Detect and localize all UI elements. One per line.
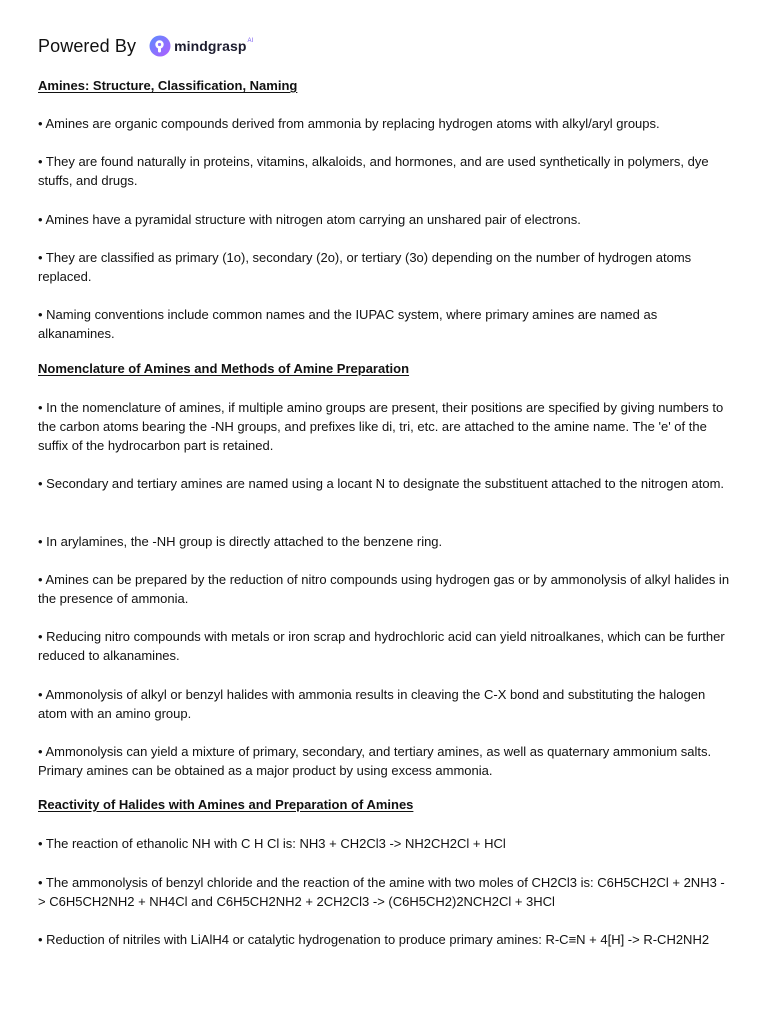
mindgrasp-logo-icon [149, 35, 171, 57]
bullet-item: • They are found naturally in proteins, vitamins, alkaloids, and hormones, and are used synthetically in polymers, dye stuffs, and drugs. [38, 154, 709, 188]
bullet-item: • Naming conventions include common names and the IUPAC system, where primary amines are named as alkanamines. [38, 307, 658, 341]
bullet-item: • Reduction of nitriles with LiAlH4 or catalytic hydrogenation to produce primary amines: R-C≡N + 4[H] -> R-CH2NH2 [38, 932, 710, 947]
bullet-item: • The reaction of ethanolic NH with C H Cl is: NH3 + CH2Cl3 -> NH2CH2Cl + HCl [38, 836, 506, 851]
bullet-item: • Reducing nitro compounds with metals or iron scrap and hydrochloric acid can yield nitroalkanes, which can be further reduced to alkanamines. [38, 629, 725, 663]
bullet-item: • In arylamines, the -NH group is directly attached to the benzene ring. [38, 534, 443, 549]
bullet-item: • In the nomenclature of amines, if multiple amino groups are present, their positions are specified by giving numbers to the carbon atoms bearing the -NH groups, and prefixes like di, tri, etc. are attached to the amine name. The 'e' of the suffix of the hydrocarbon part is retained. [38, 400, 724, 453]
bullet-item: • Ammonolysis of alkyl or benzyl halides with ammonia results in cleaving the C-X bond and substituting the halogen atom with an amino group. [38, 687, 706, 721]
section-heading: Reactivity of Halides with Amines and Preparation of Amines [38, 797, 414, 812]
logo-wordmark: mindgrasp [174, 38, 247, 54]
bullet-item: • Amines have a pyramidal structure with nitrogen atom carrying an unshared pair of electrons. [38, 212, 581, 227]
bullet-item: • Amines can be prepared by the reduction of nitro compounds using hydrogen gas or by ammonolysis of alkyl halides in the presence of ammonia. [38, 572, 730, 606]
bullet-item: • Ammonolysis can yield a mixture of primary, secondary, and tertiary amines, as well as quaternary ammonium salts. Primary amines can be obtained as a major product by using excess ammonia. [38, 744, 712, 778]
bullet-item: • The ammonolysis of benzyl chloride and the reaction of the amine with two moles of CH2Cl3 is: C6H5CH2Cl + 2NH3 -> C6H5CH2NH2 + NH4Cl and C6H5CH2NH2 + 2CH2Cl3 -> (C6H5CH2)2NCH2Cl + 3HCl [38, 875, 725, 909]
bullet-item: • Secondary and tertiary amines are named using a locant N to designate the substituent attached to the nitrogen atom. [38, 476, 725, 491]
bullet-item: • Amines are organic compounds derived from ammonia by replacing hydrogen atoms with alkyl/aryl groups. [38, 116, 660, 131]
section-heading: Amines: Structure, Classification, Naming [38, 78, 298, 93]
logo-superscript: AI [247, 38, 254, 44]
section-heading: Nomenclature of Amines and Methods of Amine Preparation [38, 361, 410, 376]
powered-by-label: Powered By [38, 35, 137, 56]
powered-by-brand [38, 33, 253, 59]
mindgrasp-logo [149, 35, 253, 57]
bullet-item: • They are classified as primary (1o), secondary (2o), or tertiary (3o) depending on the number of hydrogen atoms replaced. [38, 250, 692, 284]
